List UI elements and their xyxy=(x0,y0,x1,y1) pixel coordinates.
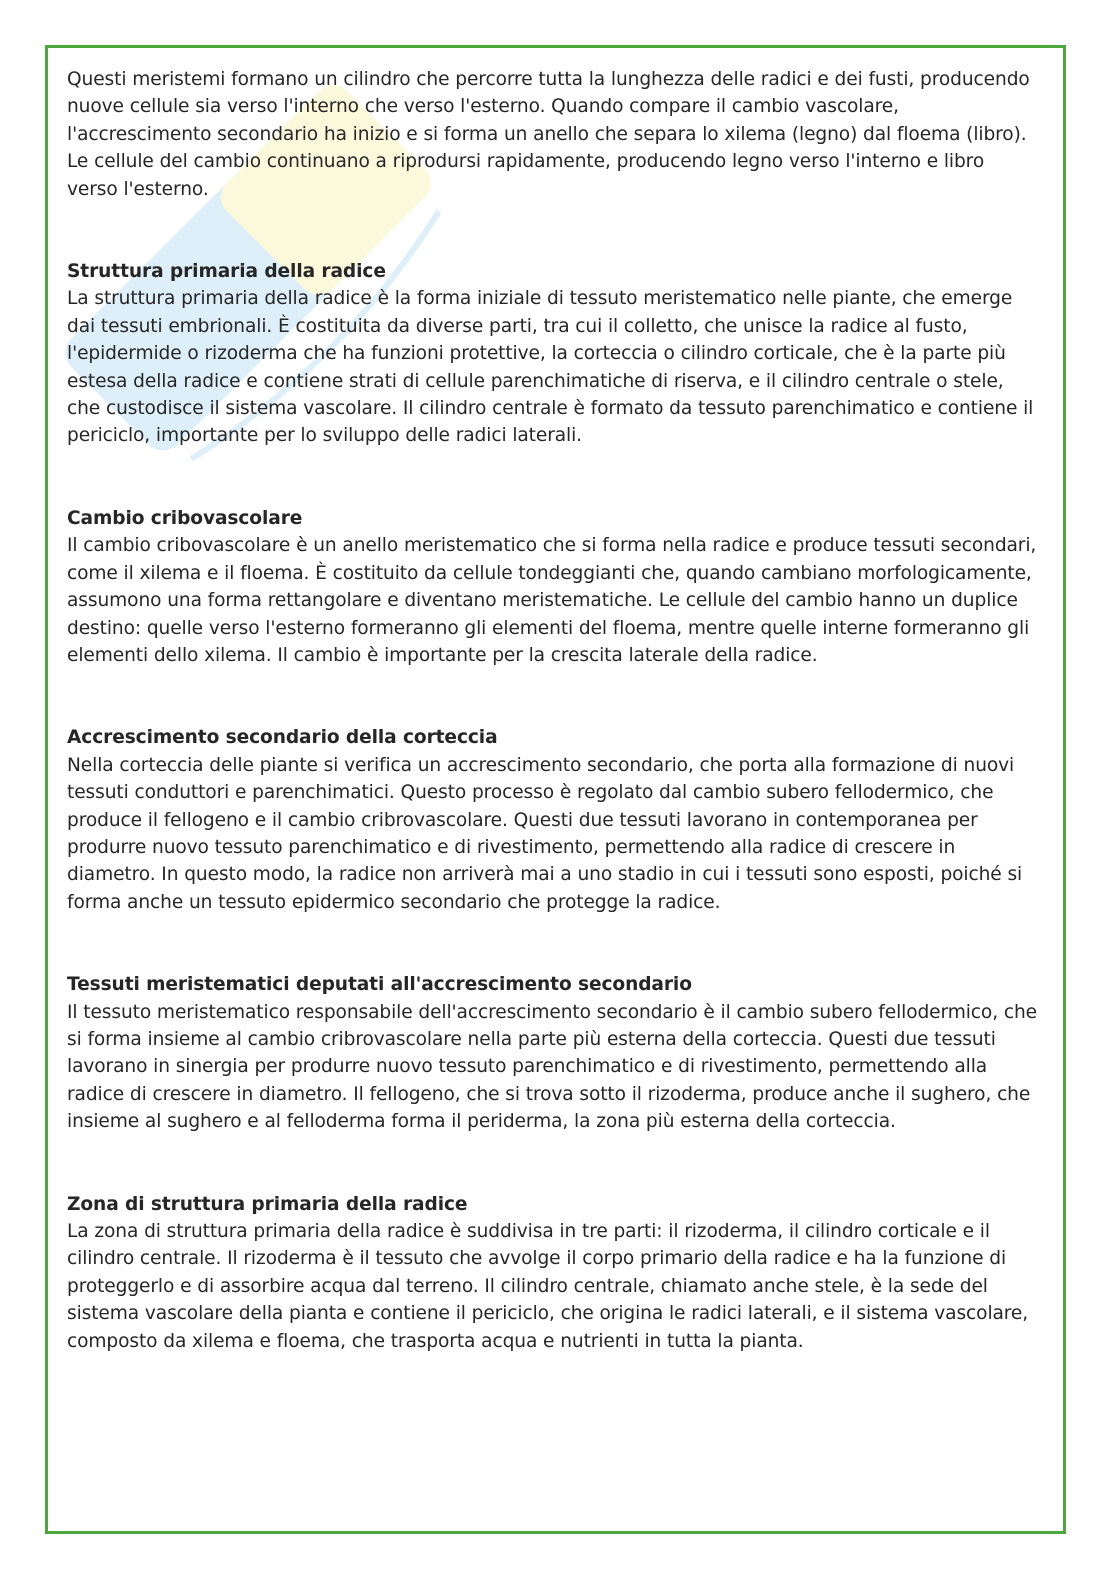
section-heading: Zona di struttura primaria della radice xyxy=(67,1193,468,1215)
section-paragraph: La zona di struttura primaria della radice è suddivisa in tre parti: il rizoderma, il cilindro corticale e il cilindro centrale. Il rizoderma è il tessuto che avvolge il corpo primario della radice e ha la funzione di proteggerlo e di assorbire acqua dal terreno. Il cilindro centrale, chiamato anche stele, è la sede del sistema vascolare della pianta e contiene il periciclo, che origina le radici laterali, e il sistema vascolare, composto da xilema e floema, che trasporta acqua e nutrienti in tutta la pianta. xyxy=(67,1221,1029,1352)
section-paragraph: Il cambio cribovascolare è un anello meristematico che si forma nella radice e produce tessuti secondari, come il xilema e il floema. È costituito da cellule tondeggianti che, quando cambiano morfologicamente, assumono una forma rettangolare e diventano meristematiche. Le cellule del cambio hanno un duplice destino: quelle verso l'esterno formeranno gli elementi del floema, mentre quelle interne formeranno gli elementi dello xilema. Il cambio è importante per la crescita laterale della radice. xyxy=(67,535,1037,666)
section-tessuti-meristematici xyxy=(67,971,1039,1135)
section-paragraph: Il tessuto meristematico responsabile dell'accrescimento secondario è il cambio subero fellodermico, che si forma insieme al cambio cribrovascolare nella parte più esterna della corteccia. Questi due tessuti lavorano in sinergia per produrre nuovo tessuto parenchimatico e di rivestimento, permettendo alla radice di crescere in diametro. Il fellogeno, che si trova sotto il rizoderma, produce anche il sughero, che insieme al sughero e al felloderma forma il periderma, la zona più esterna della corteccia. xyxy=(67,1001,1037,1133)
section-heading: Accrescimento secondario della corteccia xyxy=(67,727,498,749)
section-zona-struttura-primaria xyxy=(67,1191,1039,1355)
section-cambio-cribovascolare xyxy=(67,505,1039,669)
section-paragraph: Nella corteccia delle piante si verifica un accrescimento secondario, che porta alla formazione di nuovi tessuti conduttori e parenchimatici. Questo processo è regolato dal cambio subero fellodermico, che produce il fellogeno e il cambio cribrovascolare. Questi due tessuti lavorano in contemporanea per produrre nuovo tessuto parenchimatico e di rivestimento, permettendo alla radice di crescere in diametro. In questo modo, la radice non arriverà mai a uno stadio in cui i tessuti sono esposti, poiché si forma anche un tessuto epidermico secondario che protegge la radice. xyxy=(67,754,1023,913)
section-paragraph: La struttura primaria della radice è la forma iniziale di tessuto meristematico nelle piante, che emerge dai tessuti embrionali. È costituita da diverse parti, tra cui il colletto, che unisce la radice al fusto, l'epidermide o rizoderma che ha funzioni protettive, la corteccia o cilindro corticale, che è la parte più estesa della radice e contiene strati di cellule parenchimatiche di riserva, e il cilindro centrale o stele, che custodisce il sistema vascolare. Il cilindro centrale è formato da tessuto parenchimatico e contiene il periciclo, importante per lo sviluppo delle radici laterali. xyxy=(67,288,1034,447)
document-content xyxy=(67,66,1039,1355)
section-heading: Cambio cribovascolare xyxy=(67,507,303,529)
section-heading: Tessuti meristematici deputati all'accrescimento secondario xyxy=(67,974,692,996)
section-struttura-primaria xyxy=(67,258,1039,450)
section-heading: Struttura primaria della radice xyxy=(67,261,386,283)
intro-paragraph: Questi meristemi formano un cilindro che percorre tutta la lunghezza delle radici e dei fusti, producendo nuove cellule sia verso l'interno che verso l'esterno. Quando compare il cambio vascolare, l'accrescimento secondario ha inizio e si forma un anello che separa lo xilema (legno) dal floema (libro). Le cellule del cambio continuano a riprodursi rapidamente, producendo legno verso l'interno e libro verso l'esterno. xyxy=(67,69,1030,200)
section-accrescimento-corteccia xyxy=(67,724,1039,916)
